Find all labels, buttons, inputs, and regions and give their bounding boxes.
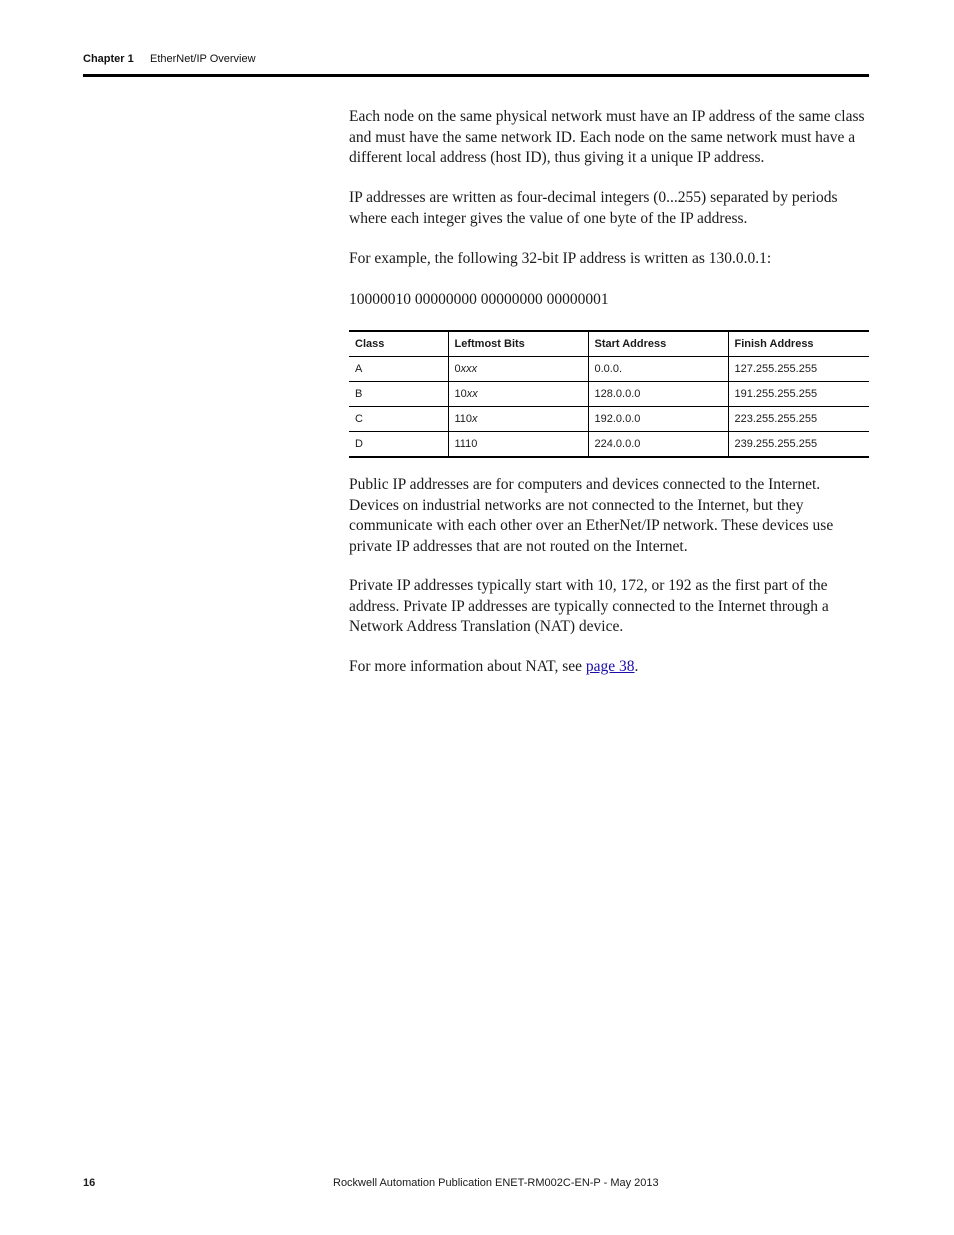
table-row (349, 357, 869, 382)
publication-info: Rockwell Automation Publication ENET-RM002C-EN-P - May 2013 (333, 1177, 659, 1189)
cell-finish-address: 127.255.255.255 (728, 357, 869, 382)
bits-variable: xxx (460, 363, 478, 375)
page-number: 16 (83, 1177, 96, 1189)
binary-ip-example: 10000010 00000000 00000000 00000001 (349, 291, 609, 308)
table-row (349, 407, 869, 432)
paragraph-public-ip: Public IP addresses are for computers and devices connected to the Internet. Devices on industrial networks are not connected to the Internet, but they communicate with each other over an EtherNet/IP network. These devices use private IP addresses that are not routed on the Internet. (349, 476, 834, 555)
page-38-link[interactable]: page 38 (585, 658, 635, 675)
table-header-leftmost-bits: Leftmost Bits (448, 331, 588, 357)
ip-class-table (349, 330, 869, 458)
table-row (349, 382, 869, 407)
paragraph-private-ip: Private IP addresses typically start with 10, 172, or 192 as the first part of the address. Private IP addresses are typically connected to the Internet through a Network Address Translation (NAT) device. (349, 577, 829, 635)
table-row (349, 432, 869, 458)
bits-fixed: 10 (454, 388, 467, 400)
cell-start-address: 0.0.0. (588, 357, 728, 382)
table-header-finish-address: Finish Address (728, 331, 869, 357)
chapter-title: EtherNet/IP Overview (150, 53, 256, 65)
table-header-row (349, 331, 869, 357)
cell-class: D (349, 432, 448, 458)
paragraph-nat-reference (349, 657, 869, 678)
cell-start-address: 224.0.0.0 (588, 432, 728, 458)
paragraph-ip-format: IP addresses are written as four-decimal integers (0...255) separated by periods where each integer gives the value of one byte of the IP address. (349, 189, 838, 227)
cell-class: A (349, 357, 448, 382)
cell-finish-address: 239.255.255.255 (728, 432, 869, 458)
paragraph-ip-class-rules: Each node on the same physical network must have an IP address of the same class and must have the same network ID. Each node on the same network must have a different local address (host ID), thus giving it a unique IP address. (349, 108, 865, 166)
cell-finish-address: 223.255.255.255 (728, 407, 869, 432)
cell-leftmost-bits (448, 407, 588, 432)
bits-fixed: 0 (454, 363, 461, 375)
nat-reference-end: . (634, 658, 639, 675)
cell-class: C (349, 407, 448, 432)
bits-fixed: 1110 (454, 438, 478, 450)
paragraph-example-intro: For example, the following 32-bit IP address is written as 130.0.0.1: (349, 250, 772, 267)
table-header-start-address: Start Address (588, 331, 728, 357)
cell-leftmost-bits (448, 432, 588, 458)
cell-leftmost-bits (448, 382, 588, 407)
cell-finish-address: 191.255.255.255 (728, 382, 869, 407)
header-divider (83, 74, 869, 77)
cell-leftmost-bits (448, 357, 588, 382)
cell-start-address: 192.0.0.0 (588, 407, 728, 432)
bits-variable: x (472, 413, 478, 425)
table-header-class: Class (349, 331, 448, 357)
nat-reference-text: For more information about NAT, see (349, 658, 586, 675)
chapter-label: Chapter 1 (83, 53, 134, 65)
bits-fixed: 110 (454, 413, 473, 425)
bits-variable: xx (466, 388, 478, 400)
cell-class: B (349, 382, 448, 407)
cell-start-address: 128.0.0.0 (588, 382, 728, 407)
page-header (83, 53, 869, 65)
